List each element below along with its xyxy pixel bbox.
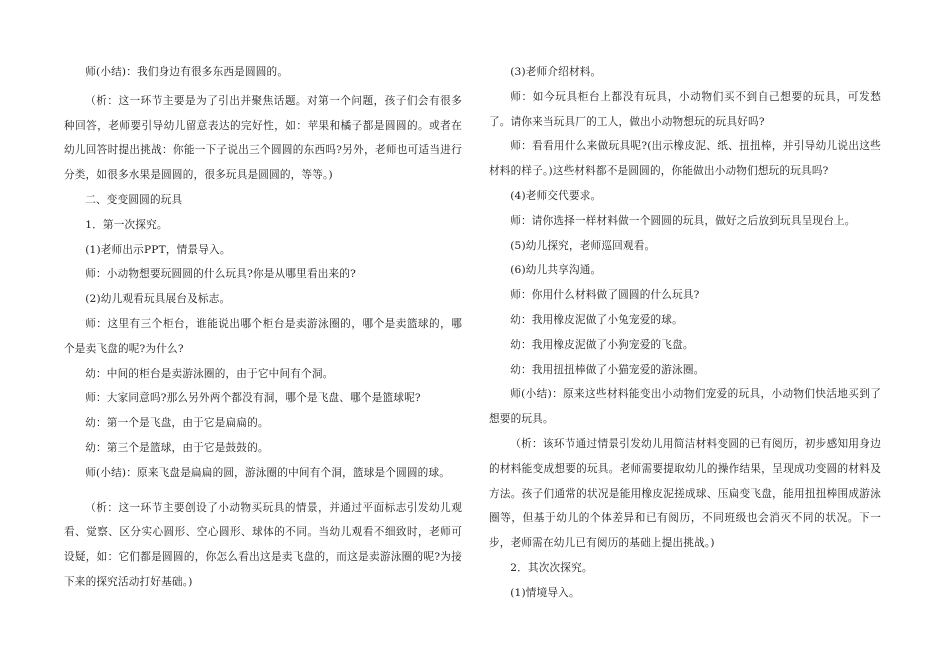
dialogue-paragraph: 师：这里有三个柜台，谁能说出哪个柜台是卖游泳圈的，哪个是卖篮球的，哪个是卖飞盘的呢?为什么? xyxy=(64,317,462,355)
dialogue-paragraph: 幼：我用橡皮泥做了小狗宠爱的飞盘。 xyxy=(510,338,694,351)
summary-paragraph: 师(小结)：我们身边有很多东西是圆圆的。 xyxy=(85,66,289,78)
subsection-heading: 1．第一次探究。 xyxy=(85,218,168,231)
left-column xyxy=(64,60,462,595)
step-paragraph: (6)幼儿共享沟通。 xyxy=(510,264,602,277)
dialogue-paragraph: 师：如今玩具柜台上都没有玩具，小动物们买不到自己想要的玩具，可发愁了。请你来当玩具厂的工人，做出小动物想玩的玩具好吗? xyxy=(489,90,881,128)
dialogue-paragraph: 幼：我用橡皮泥做了小兔宠爱的球。 xyxy=(510,313,683,326)
subsection-heading: 2．其次次探究。 xyxy=(510,561,593,574)
step-paragraph: (1)老师出示PPT，情景导入。 xyxy=(85,243,231,256)
step-paragraph: (4)老师交代要求。 xyxy=(510,189,602,202)
step-paragraph: (3)老师介绍材料。 xyxy=(510,66,602,78)
dialogue-paragraph: 幼：我用扭扭棒做了小猫宠爱的游泳圈。 xyxy=(510,363,705,376)
summary-paragraph: 师(小结)：原来飞盘是扁扁的圆，游泳圈的中间有个洞，篮球是个圆圆的球。 xyxy=(85,466,451,479)
section-heading: 二、变变圆圆的玩具 xyxy=(85,193,183,206)
step-paragraph: (2)幼儿观看玩具展台及标志。 xyxy=(85,293,231,306)
analysis-paragraph: （析：这一环节主要创设了小动物买玩具的情景，并通过平面标志引发幼儿观看、觉察、区分实心圆形、空心圆形、球体的不同。当幼儿观看不细致时，老师可设疑，如：它们都是圆圆的，你怎么看出这是卖飞盘的，而这是卖游泳圈的呢?为接下来的探究活动打好基础。) xyxy=(64,501,462,588)
dialogue-paragraph: 师：看看用什么来做玩具呢?(出示橡皮泥、纸、扭扭棒，并引导幼儿说出这些材料的样子。)这些材料都不是圆圆的，你能做出小动物们想玩的玩具吗? xyxy=(489,140,881,178)
step-paragraph: (5)幼儿探究，老师巡回观看。 xyxy=(510,239,656,252)
right-column xyxy=(489,60,881,606)
dialogue-paragraph: 师：请你选择一样材料做一个圆圆的玩具，做好之后放到玩具呈现台上。 xyxy=(510,214,856,227)
dialogue-paragraph: 师：小动物想要玩圆圆的什么玩具?你是从哪里看出来的? xyxy=(85,268,356,281)
dialogue-paragraph: 师：大家同意吗?那么另外两个都没有洞，哪个是飞盘、哪个是篮球呢? xyxy=(85,392,421,405)
analysis-paragraph: （析：这一环节主要是为了引出并聚焦话题。对第一个问题，孩子们会有很多种回答，老师要引导幼儿留意表达的完好性，如：苹果和橘子都是圆圆的。或者在幼儿回答时提出挑战：你能一下子说出三个圆圆的东西吗?另外，老师也可适当进行分类，如很多水果是圆圆的，很多玩具是圆圆的，等等。) xyxy=(64,94,462,182)
analysis-paragraph: （析：该环节通过情景引发幼儿用简洁材料变圆的已有阅历，初步感知用身边的材料能变成想要的玩具。老师需要提取幼儿的操作结果，呈现成功变圆的材料及方法。孩子们通常的状况是能用橡皮泥搓成球、压扁变飞盘，能用扭扭棒围成游泳圈等，但基于幼儿的个体差异和已有阅历，不同班级也会消灭不同的状况。下一步，老师需在幼儿已有阅历的基础上提出挑战。) xyxy=(489,437,881,550)
step-paragraph: (1)情境导入。 xyxy=(510,586,580,599)
dialogue-paragraph: 幼：第一个是飞盘，由于它是扁扁的。 xyxy=(85,417,269,430)
dialogue-paragraph: 师：你用什么材料做了圆圆的什么玩具? xyxy=(510,289,700,302)
dialogue-paragraph: 幼：第三个是篮球，由于它是鼓鼓的。 xyxy=(85,441,269,454)
dialogue-paragraph: 幼：中间的柜台是卖游泳圈的，由于它中间有个洞。 xyxy=(85,367,334,380)
summary-paragraph: 师(小结)：原来这些材料能变出小动物们宠爱的玩具，小动物们快活地买到了想要的玩具。 xyxy=(489,388,881,426)
